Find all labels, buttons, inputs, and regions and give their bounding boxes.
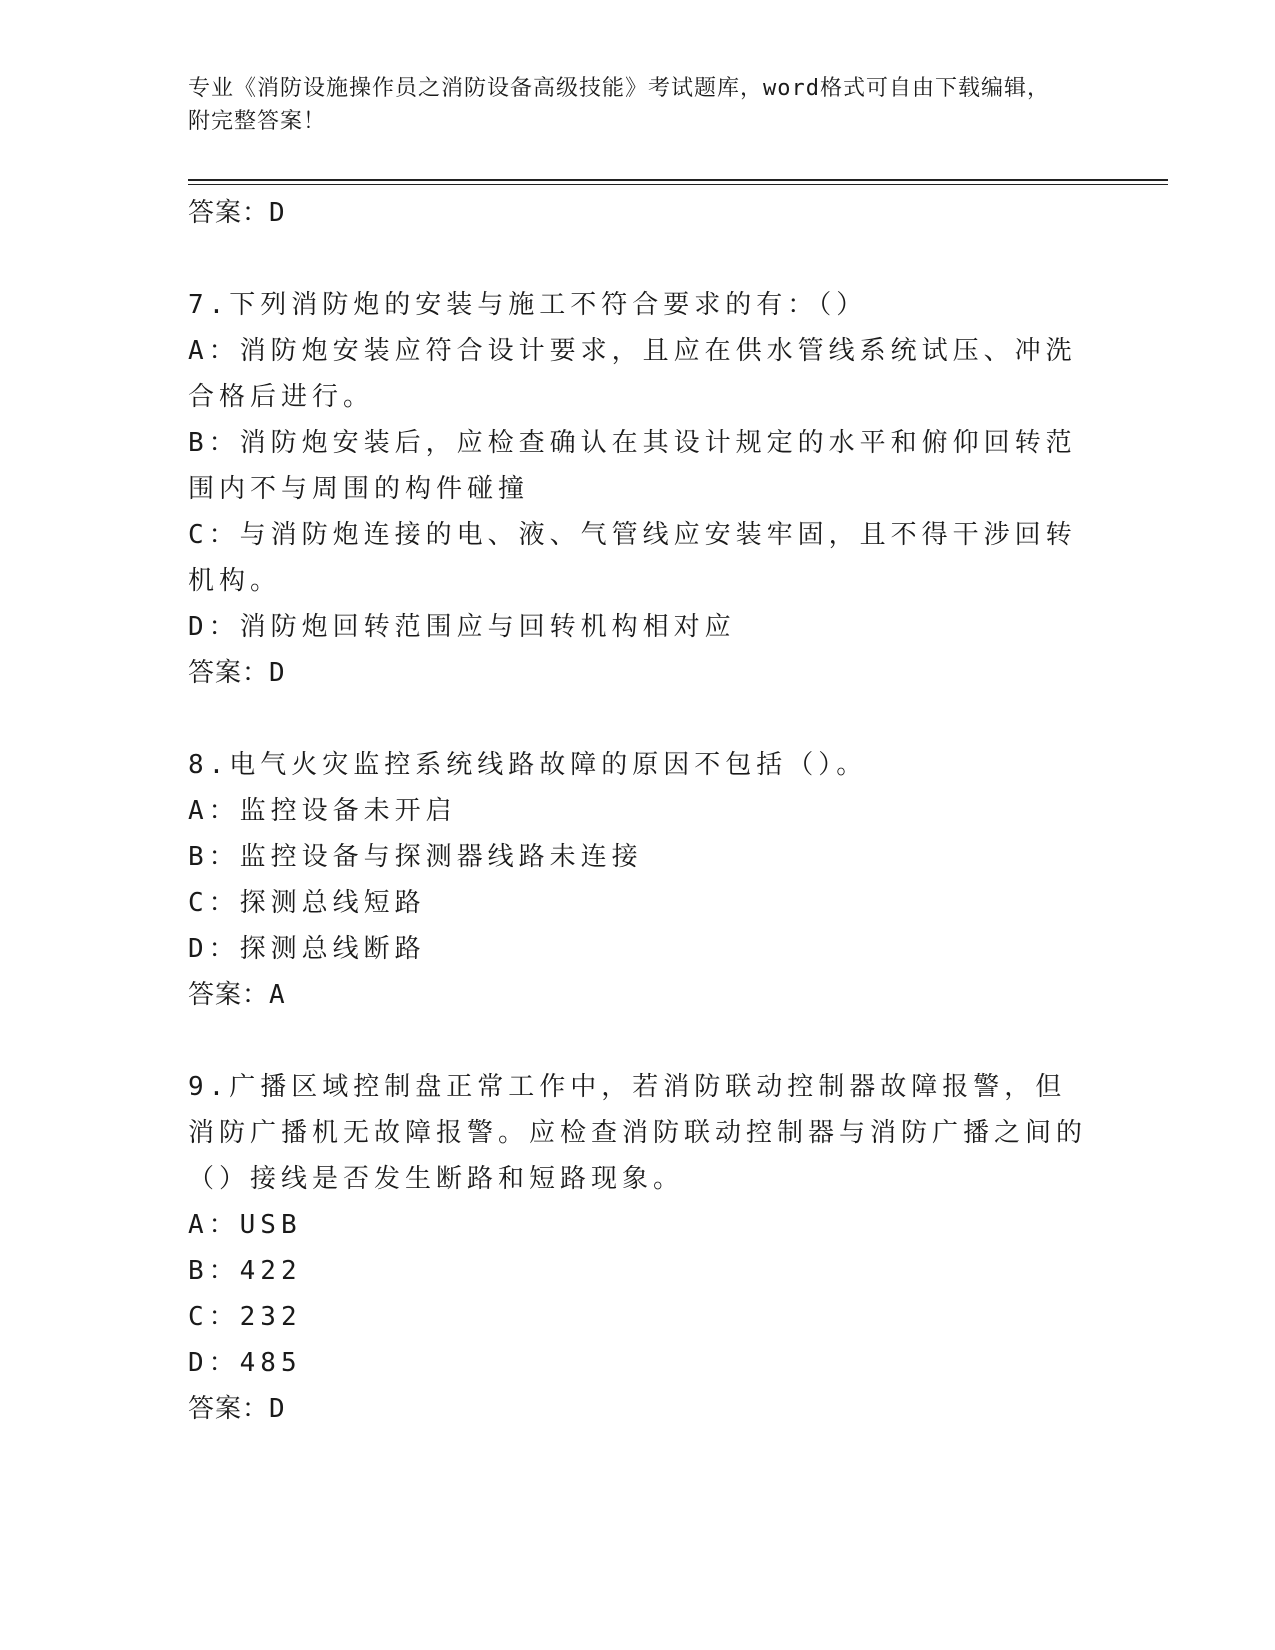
option-c: C：232 (188, 1302, 302, 1332)
option-d: D：探测总线断路 (188, 934, 426, 964)
question-answer: 答案：D (188, 1394, 286, 1424)
option-d: D：485 (188, 1348, 302, 1378)
question-stem: 9.广播区域控制盘正常工作中，若消防联动控制器故障报警，但消防广播机无故障报警。应检查消防联动控制器与消防广播之间的（）接线是否发生断路和短路现象。 (188, 1072, 1088, 1194)
option-b: B：监控设备与探测器线路未连接 (188, 842, 643, 872)
header-rule-thin (188, 184, 1168, 185)
question-answer: 答案：D (188, 658, 286, 688)
header-rule-thick (188, 179, 1168, 181)
document-header-description: 专业《消防设施操作员之消防设备高级技能》考试题库，word格式可自由下载编辑，附完整答案！ (188, 76, 1050, 134)
option-a: A：监控设备未开启 (188, 796, 457, 826)
question-content (188, 190, 1088, 1432)
question-stem: 8.电气火灾监控系统线路故障的原因不包括（）。 (188, 750, 868, 780)
question-9 (188, 1064, 1088, 1432)
question-8 (188, 742, 1088, 1018)
option-b: B：消防炮安装后，应检查确认在其设计规定的水平和俯仰回转范围内不与周围的构件碰撞 (188, 428, 1077, 504)
option-c: C：探测总线短路 (188, 888, 426, 918)
option-d: D：消防炮回转范围应与回转机构相对应 (188, 612, 736, 642)
option-a: A：USB (188, 1210, 302, 1240)
previous-question-answer: 答案：D (188, 198, 286, 228)
question-stem: 7.下列消防炮的安装与施工不符合要求的有：（） (188, 290, 868, 320)
question-7 (188, 282, 1088, 696)
question-answer: 答案：A (188, 980, 286, 1010)
option-b: B：422 (188, 1256, 302, 1286)
option-c: C：与消防炮连接的电、液、气管线应安装牢固，且不得干涉回转机构。 (188, 520, 1077, 596)
option-a: A：消防炮安装应符合设计要求，且应在供水管线系统试压、冲洗合格后进行。 (188, 336, 1077, 412)
